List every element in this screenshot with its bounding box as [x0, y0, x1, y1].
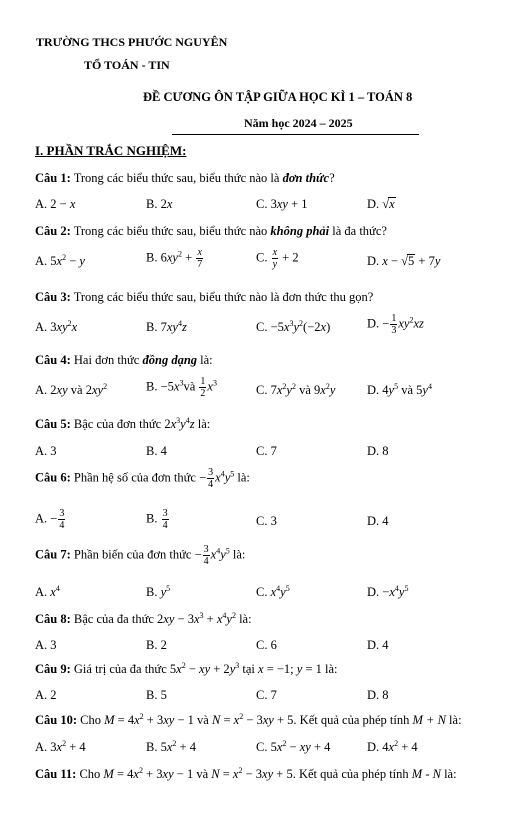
question-number: Câu 8:	[35, 612, 71, 626]
option-8a[interactable]: A. 3	[35, 638, 57, 652]
option-2c[interactable]: C. $\frac{x}{y}$ + 2	[256, 247, 299, 270]
question-3	[35, 290, 373, 305]
question-9: Câu 9: Giá trị của đa thức $5x^2$ − xy + $2y^3$ tại x = −1; y = 1 là:	[35, 661, 338, 676]
option-6a[interactable]: A. − $\frac{3}{4}$	[35, 508, 65, 531]
question-end: là:	[234, 470, 250, 485]
question-text: Giá trị của đa thức	[73, 662, 170, 676]
section-heading: I. PHẦN TRẮC NGHIỆM:	[35, 143, 187, 158]
option-10c[interactable]: C. $5x^2$ − xy + 4	[256, 739, 331, 754]
question-end: ?	[329, 171, 335, 185]
question-number: Câu 11:	[35, 767, 77, 781]
option-1c[interactable]: C. 3xy + 1	[256, 197, 308, 211]
option-1b[interactable]: B. 2x	[146, 197, 173, 211]
option-8c[interactable]: C. 6	[256, 638, 277, 652]
question-operation: M - N	[411, 767, 441, 781]
option-6d[interactable]: D. 4	[367, 514, 389, 528]
school-name: TRƯỜNG THCS PHƯỚC NGUYÊN	[36, 35, 228, 49]
option-3d[interactable]: D. − $\frac{1}{3}$ $xy^2xz$	[367, 313, 424, 336]
question-number: Câu 9:	[35, 662, 71, 676]
option-8d[interactable]: D. 4	[367, 638, 389, 652]
question-number: Câu 7:	[35, 547, 71, 562]
question-end: là:	[194, 417, 211, 431]
question-1	[35, 171, 335, 186]
question-text: Phần hệ số của đơn thức	[73, 470, 200, 485]
question-11: Câu 11: Cho $M = 4x^2 + 3xy - 1$ và $N = x^2 - 3xy + 5$. Kết quả của phép tính M - N là:	[35, 766, 457, 781]
question-text: Cho	[79, 767, 104, 781]
option-9d[interactable]: D. 8	[367, 688, 389, 702]
question-text: Trong các biểu thức sau, biểu thức nào là	[73, 171, 283, 185]
question-text: Bậc của đa thức	[73, 612, 158, 626]
option-8b[interactable]: B. 2	[146, 638, 167, 652]
question-6: Câu 6: Phần hệ số của đơn thức − $\frac{3}{4}$ $x^4y^5$ là:	[35, 467, 250, 490]
option-10d[interactable]: D. $4x^2 + 4$	[367, 739, 418, 754]
option-4d[interactable]: D. $4y^5$ và $5y^4$	[367, 382, 432, 397]
option-3a[interactable]: A. $3xy^2x$	[35, 319, 78, 334]
option-10b[interactable]: B. $5x^2 + 4$	[146, 739, 196, 754]
question-end: là:	[440, 767, 457, 781]
option-6c[interactable]: C. 3	[256, 514, 277, 528]
department-name: TỔ TOÁN - TIN	[84, 58, 170, 72]
document-title: ĐỀ CƯƠNG ÔN TẬP GIỮA HỌC KÌ 1 – TOÁN 8	[143, 90, 413, 104]
question-emphasis: đồng dạng	[142, 353, 198, 367]
question-emphasis: không phải	[270, 224, 330, 238]
question-text: Trong các biểu thức sau, biểu thức nào là đơn thức thu gọn?	[73, 290, 374, 304]
question-end: là:	[229, 547, 246, 562]
question-2	[35, 224, 387, 239]
question-end: là:	[235, 612, 252, 626]
option-7b[interactable]: B. $y^5$	[146, 584, 171, 599]
title-underline	[172, 134, 419, 135]
option-2a[interactable]: A. $5x^2 - y$	[35, 253, 85, 268]
question-mid: và	[193, 713, 212, 727]
option-5b[interactable]: B. 4	[146, 444, 167, 458]
question-4	[35, 353, 213, 368]
question-end: là:	[197, 353, 213, 367]
question-number: Câu 2:	[35, 224, 71, 238]
question-number: Câu 6:	[35, 470, 71, 485]
option-5d[interactable]: D. 8	[367, 444, 389, 458]
question-mid: tại	[239, 662, 258, 676]
question-emphasis: đơn thức	[282, 171, 330, 185]
option-3c[interactable]: C. $-5x^3y^2(-2x)$	[256, 319, 331, 334]
question-operation: M + N	[412, 713, 446, 727]
option-1a[interactable]: A. 2 − x	[35, 197, 76, 211]
question-text: Hai đơn thức	[73, 353, 143, 367]
question-number: Câu 4:	[35, 353, 71, 367]
option-10a[interactable]: A. $3x^2 + 4$	[35, 739, 86, 754]
question-text: Cho	[80, 713, 105, 727]
question-number: Câu 5:	[35, 417, 71, 431]
school-year: Năm học 2024 – 2025	[244, 116, 353, 130]
option-4b[interactable]: B. $-5x^3và$ $\frac{1}{2}$ $x^3$	[146, 376, 217, 399]
question-number: Câu 1:	[35, 171, 71, 185]
option-4a[interactable]: A. 2xy và $2xy^2$	[35, 382, 108, 397]
option-1d[interactable]: D. √x	[367, 197, 395, 211]
option-7a[interactable]: A. $x^4$	[35, 584, 60, 599]
question-10: Câu 10: Cho $M = 4x^2 + 3xy - 1$ và $N = x^2 - 3xy + 5$. Kết quả của phép tính M + N là:	[35, 712, 462, 727]
question-number: Câu 3:	[35, 290, 71, 304]
option-7c[interactable]: C. $x^4y^5$	[256, 584, 290, 599]
question-after: . Kết quả của phép tính	[292, 767, 412, 781]
option-5a[interactable]: A. 3	[35, 444, 57, 458]
question-end: là:	[445, 713, 462, 727]
question-mid: và	[193, 767, 212, 781]
option-9a[interactable]: A. 2	[35, 688, 57, 702]
question-number: Câu 10:	[35, 713, 78, 727]
question-5: Câu 5: Bậc của đơn thức $2x^3y^4z$ là:	[35, 416, 211, 431]
question-end: là đa thức?	[329, 224, 387, 238]
option-5c[interactable]: C. 7	[256, 444, 277, 458]
question-7: Câu 7: Phần biến của đơn thức − $\frac{3}{4}$ $x^4y^5$ là:	[35, 544, 246, 567]
option-2b[interactable]: B. $6xy^2$ + $\frac{x}{7}$	[146, 247, 203, 270]
option-9b[interactable]: B. 5	[146, 688, 167, 702]
question-text: Bậc của đơn thức	[73, 417, 165, 431]
option-9c[interactable]: C. 7	[256, 688, 277, 702]
question-text: Phần biến của đơn thức	[73, 547, 195, 562]
option-2d[interactable]: D. x − √5 + 7y	[367, 254, 441, 268]
option-6b[interactable]: B. $\frac{3}{4}$	[146, 508, 168, 531]
option-7d[interactable]: D. $-x^4y^5$	[367, 584, 409, 599]
question-text: Trong các biểu thức sau, biểu thức nào	[73, 224, 271, 238]
question-after: . Kết quả của phép tính	[293, 713, 413, 727]
question-end: là:	[321, 662, 338, 676]
question-8: Câu 8: Bậc của đa thức $2xy - 3x^3 + x^4y^2$ là:	[35, 611, 252, 626]
option-4c[interactable]: C. $7x^2y^2$ và $9x^2y$	[256, 382, 336, 397]
option-3b[interactable]: B. $7xy^4z$	[146, 319, 187, 334]
